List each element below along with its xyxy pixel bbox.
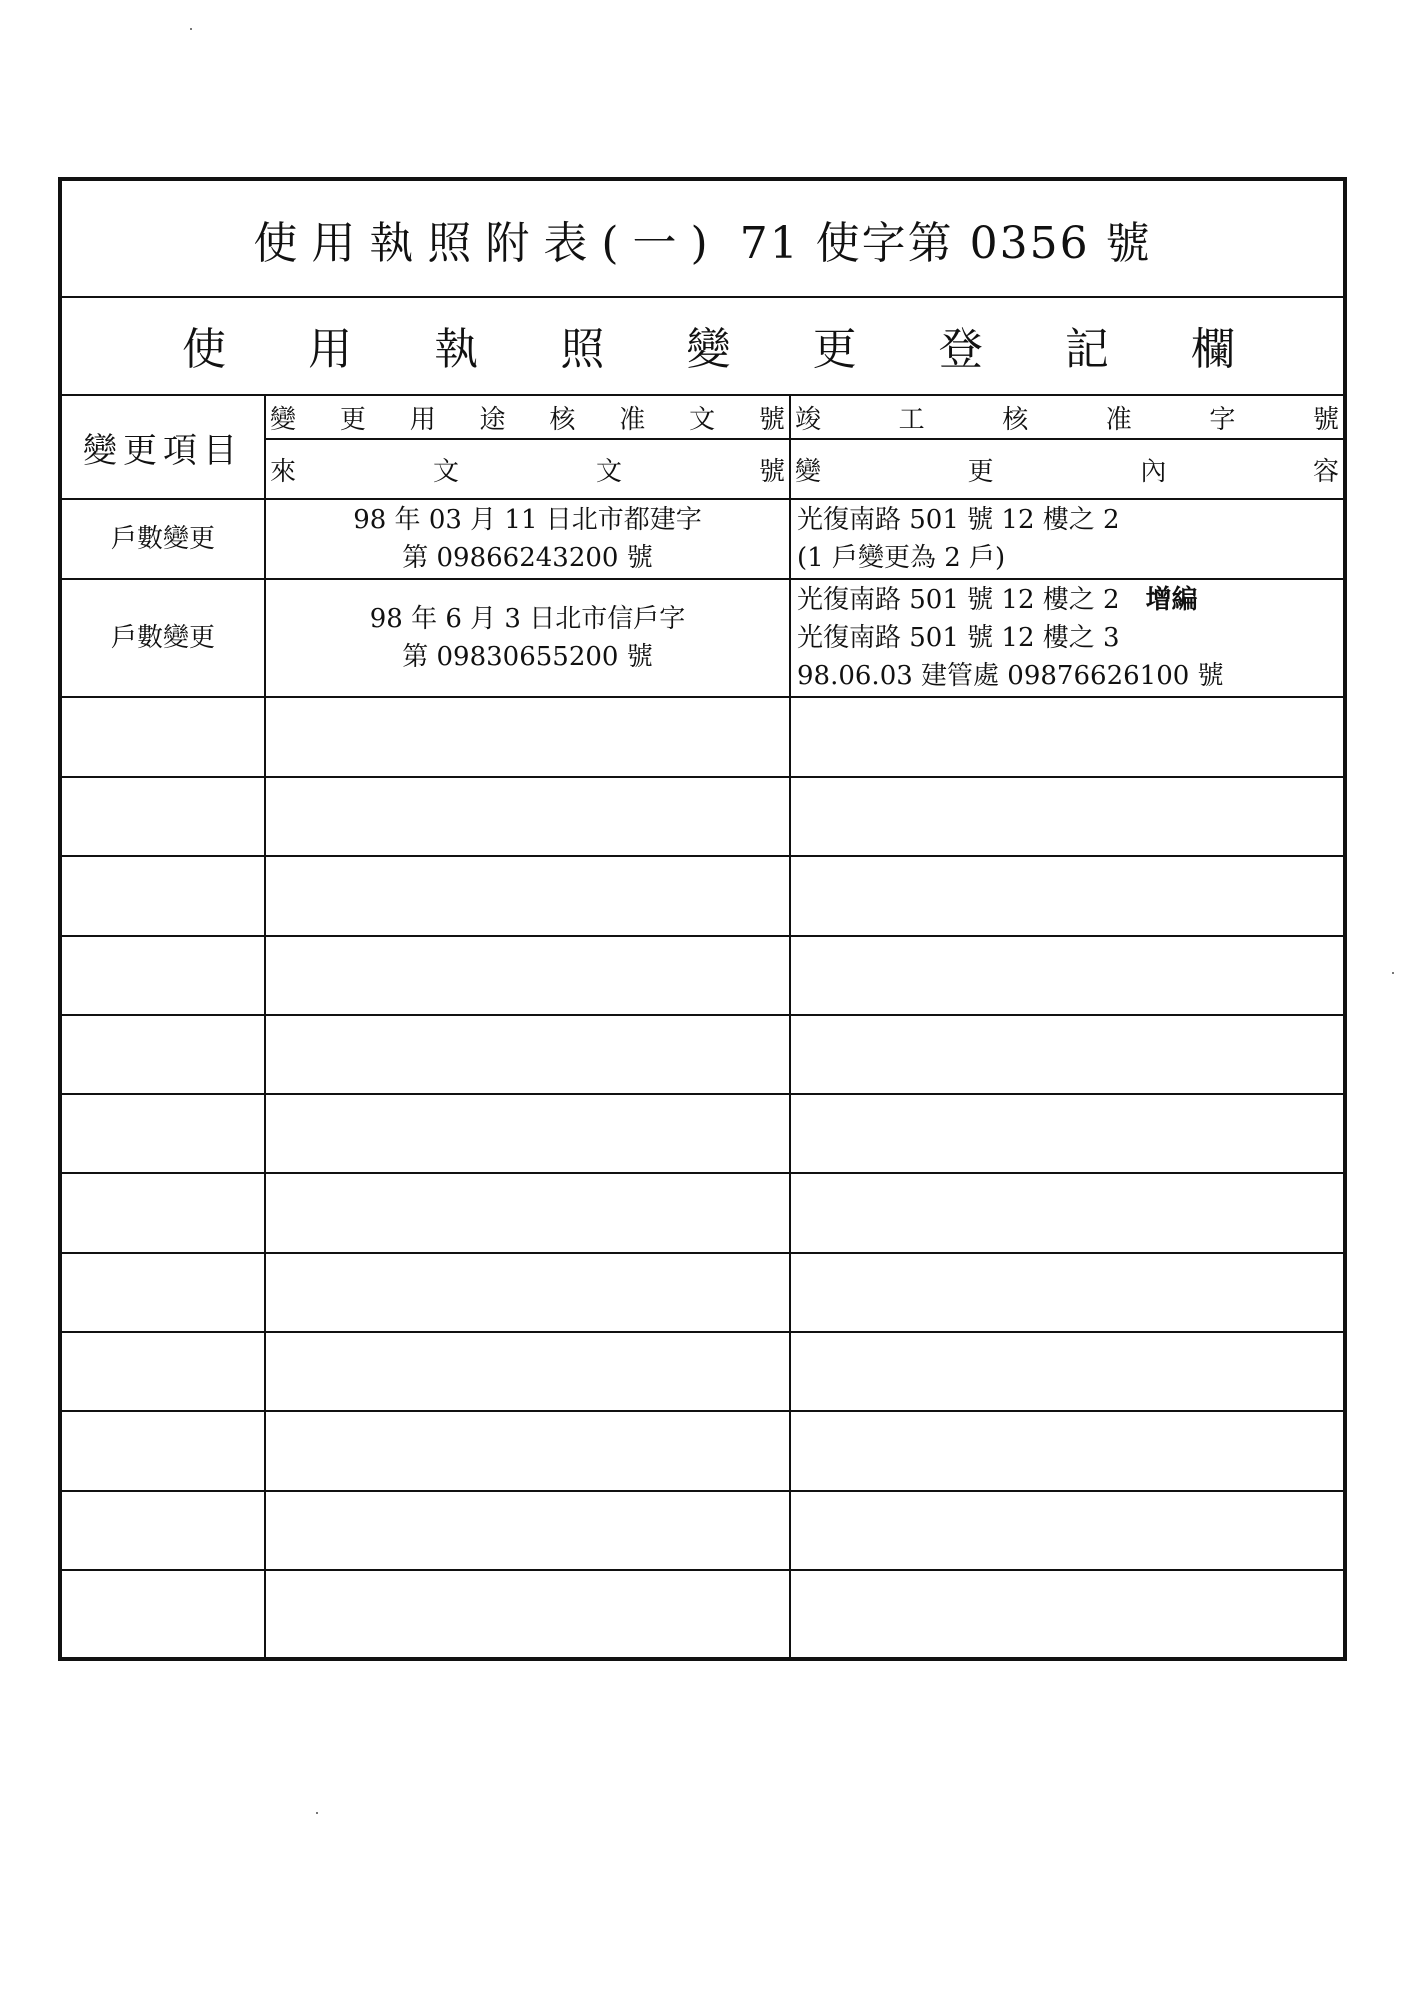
row-line — [62, 1331, 1343, 1333]
row-line — [62, 855, 1343, 857]
header-char: 文 — [595, 456, 622, 487]
doc-line: 第 09830655200 號 — [402, 642, 653, 672]
subtitle-char: 使 — [182, 324, 226, 375]
subtitle-char: 照 — [560, 324, 605, 375]
header-char: 號 — [1312, 404, 1339, 435]
header-approval-doc — [266, 396, 789, 438]
header-completion-no — [791, 396, 1343, 438]
header-char: 用 — [409, 404, 436, 435]
header-char: 核 — [549, 404, 576, 435]
header-char: 更 — [967, 456, 994, 487]
header-char: 變 — [270, 404, 297, 435]
doc-line: 第 09866243200 號 — [402, 543, 653, 573]
header-char: 變 — [795, 456, 822, 487]
content-line — [797, 581, 1343, 619]
form-title — [62, 181, 1343, 298]
row-1-item — [62, 500, 264, 578]
header-char: 來 — [270, 456, 297, 487]
subtitle-char: 欄 — [1191, 324, 1235, 375]
row-1-content — [791, 500, 1343, 578]
scan-speck — [190, 28, 192, 30]
change-registration-form — [58, 177, 1347, 1661]
scan-speck — [316, 1812, 318, 1814]
row-line — [62, 1569, 1343, 1571]
header-char: 更 — [339, 404, 366, 435]
row-line — [62, 1252, 1343, 1254]
content-line: 98.06.03 建管處 09876626100 號 — [797, 661, 1224, 691]
header-char: 容 — [1312, 456, 1339, 487]
row-line — [62, 935, 1343, 937]
header-change-content — [791, 440, 1343, 498]
header-char: 途 — [479, 404, 506, 435]
content-line: 光復南路 501 號 12 樓之 2 — [797, 505, 1120, 535]
header-incoming-doc — [266, 440, 789, 498]
header-char: 內 — [1140, 456, 1167, 487]
row-line — [62, 1014, 1343, 1016]
content-line: (1 戶變更為 2 戶) — [797, 543, 1006, 573]
header-char: 文 — [432, 456, 459, 487]
row-line — [62, 1410, 1343, 1412]
row-line — [62, 1093, 1343, 1095]
license-number: 71 使字第 0356 號 — [739, 217, 1152, 269]
header-char: 號 — [758, 456, 785, 487]
subtitle-char: 用 — [308, 324, 353, 375]
content-line: 光復南路 501 號 12 樓之 3 — [797, 623, 1120, 653]
header-char: 字 — [1209, 404, 1236, 435]
header-char: 核 — [1002, 404, 1029, 435]
header-char: 准 — [619, 404, 646, 435]
subtitle-char: 執 — [434, 324, 479, 375]
form-title-main: 使用執照附表(一) — [253, 217, 722, 269]
content-line-text: 光復南路 501 號 12 樓之 2 — [797, 585, 1120, 615]
scan-speck — [1392, 972, 1394, 974]
row-2-content — [791, 580, 1343, 696]
change-item-label: 戶數變更 — [110, 623, 215, 653]
row-line — [62, 776, 1343, 778]
row-line — [62, 1490, 1343, 1492]
header-char: 准 — [1105, 404, 1132, 435]
subtitle-char: 登 — [938, 324, 983, 375]
header-char: 文 — [689, 404, 716, 435]
change-item-label: 戶數變更 — [110, 524, 215, 554]
subtitle-char: 記 — [1064, 324, 1109, 375]
header-change-item: 變更項目 — [83, 430, 243, 471]
content-note: 增編 — [1145, 585, 1198, 615]
header-char: 號 — [758, 404, 785, 435]
row-line — [62, 1172, 1343, 1174]
doc-line: 98 年 03 月 11 日北市都建字 — [353, 505, 702, 535]
row-2-doc — [266, 580, 789, 696]
subtitle-char: 更 — [812, 324, 857, 375]
row-1-doc — [266, 500, 789, 578]
header-char: 竣 — [795, 404, 822, 435]
row-line — [62, 696, 1343, 698]
subtitle-char: 變 — [686, 324, 731, 375]
row-2-item — [62, 580, 264, 696]
form-subtitle — [62, 296, 1343, 396]
doc-line: 98 年 6 月 3 日北市信戶字 — [369, 604, 686, 634]
header-char: 工 — [898, 404, 925, 435]
